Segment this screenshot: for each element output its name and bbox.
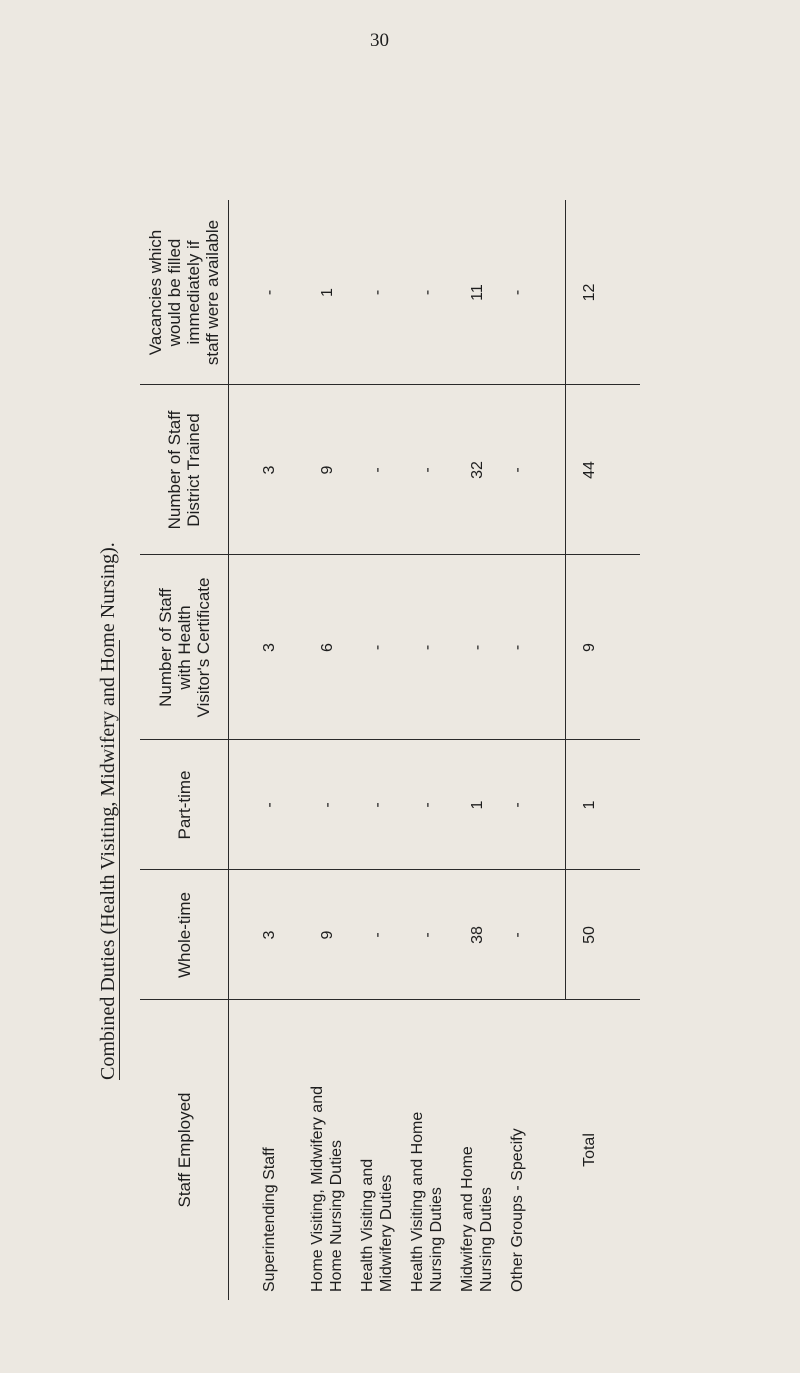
row-label: Superintending Staff <box>261 1147 278 1292</box>
cell-hv-cert: - <box>419 644 436 651</box>
header-text: Number of Staff District Trained <box>165 410 203 530</box>
page-number: 30 <box>370 30 389 51</box>
cell-district: - <box>509 467 526 473</box>
header-district-trained <box>140 385 228 555</box>
header-text: Part-time <box>174 770 194 840</box>
total-vacancies: 12 <box>581 283 598 302</box>
row-label: Home Visiting, Midwifery and Home Nursing Duties <box>309 1085 345 1292</box>
cell-whole-time: - <box>419 932 436 938</box>
cell-district: 9 <box>319 465 336 475</box>
header-text: Vacancies which would be filled immediately if staff were available <box>146 219 222 366</box>
cell-hv-cert: 6 <box>319 643 336 652</box>
header-rule <box>228 200 229 1300</box>
cell-whole-time: 3 <box>261 930 278 940</box>
page-title: Combined Duties (Health Visiting, Midwifery and Home Nursing). <box>97 542 119 1080</box>
cell-whole-time: 9 <box>319 930 336 940</box>
header-vacancies <box>140 200 228 385</box>
header-whole-time <box>140 870 228 1000</box>
staff-table <box>140 175 640 1300</box>
row-label: Health Visiting and Home Nursing Duties <box>409 1111 445 1292</box>
cell-vacancies: 1 <box>319 288 336 297</box>
header-staff-employed <box>140 1000 228 1300</box>
cell-part-time: - <box>319 802 336 808</box>
total-hv-cert: 9 <box>581 643 598 652</box>
cell-vacancies: 11 <box>469 284 486 301</box>
cell-part-time: - <box>261 802 278 808</box>
total-rule <box>565 200 566 1000</box>
row-label: Midwifery and Home Nursing Duties <box>459 1146 495 1292</box>
cell-district: 32 <box>469 461 486 479</box>
cell-vacancies: - <box>261 289 278 296</box>
cell-vacancies: - <box>419 289 436 296</box>
cell-district: 3 <box>261 465 278 475</box>
cell-district: - <box>369 467 386 473</box>
cell-hv-cert: 3 <box>261 643 278 652</box>
cell-whole-time: - <box>509 932 526 938</box>
row-label: Other Groups - Specify <box>509 1128 526 1292</box>
total-part-time: 1 <box>581 800 598 810</box>
cell-hv-cert: - <box>369 644 386 651</box>
total-label: Total <box>581 1133 598 1167</box>
header-text: Staff Employed <box>174 1092 194 1208</box>
cell-part-time: 1 <box>469 800 486 810</box>
row-label: Health Visiting and Midwifery Duties <box>359 1158 395 1292</box>
header-text: Whole-time <box>174 892 194 978</box>
cell-vacancies: - <box>369 289 386 296</box>
total-district: 44 <box>581 461 598 479</box>
cell-part-time: - <box>369 802 386 808</box>
cell-hv-cert: - <box>469 644 486 651</box>
cell-whole-time: 38 <box>469 926 486 944</box>
header-text: Number of Staff with Health Visitor's Certificate <box>155 577 213 718</box>
cell-hv-cert: - <box>509 644 526 651</box>
header-part-time <box>140 740 228 870</box>
total-whole-time: 50 <box>581 926 598 944</box>
cell-part-time: - <box>419 802 436 808</box>
header-health-visitor-cert <box>140 555 228 740</box>
cell-part-time: - <box>509 802 526 808</box>
cell-district: - <box>419 467 436 473</box>
cell-whole-time: - <box>369 932 386 938</box>
cell-vacancies: - <box>509 289 526 296</box>
